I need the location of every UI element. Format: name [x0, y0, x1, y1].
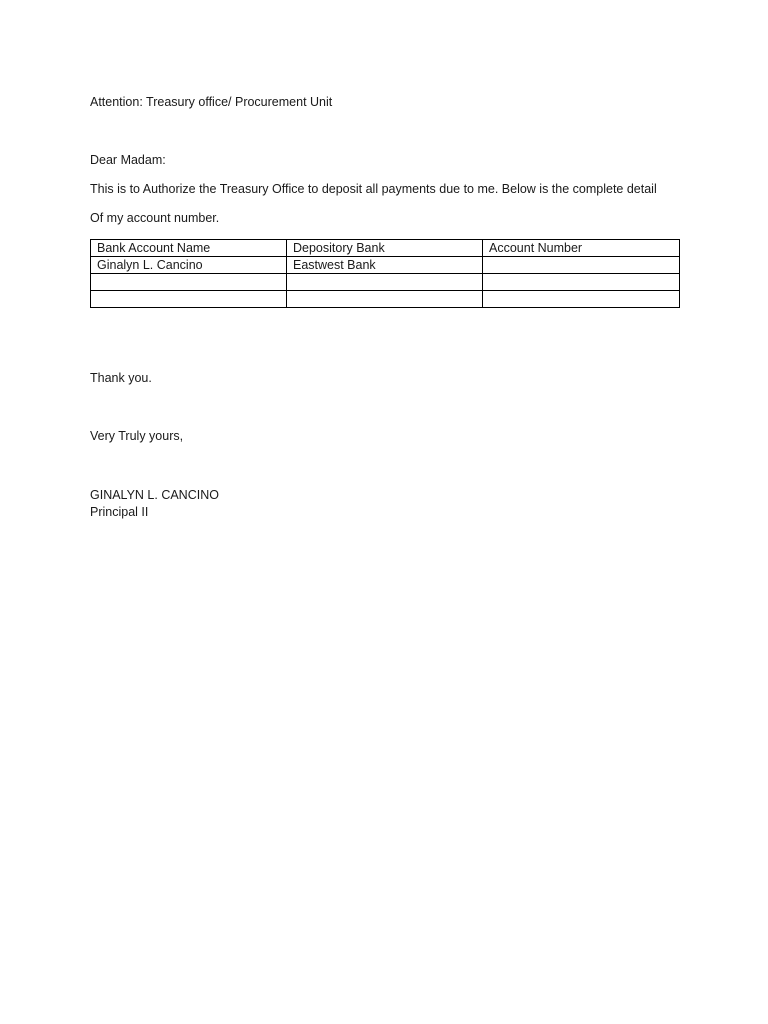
cell-depository-bank: Eastwest Bank [287, 257, 483, 274]
cell-bank-account-name: Ginalyn L. Cancino [91, 257, 287, 274]
header-account-number: Account Number [483, 240, 680, 257]
cell-bank-account-name [91, 291, 287, 308]
cell-bank-account-name [91, 274, 287, 291]
cell-account-number [483, 257, 680, 274]
header-bank-account-name: Bank Account Name [91, 240, 287, 257]
signatory-name: GINALYN L. CANCINO [90, 488, 219, 502]
salutation: Dear Madam: [90, 153, 166, 167]
cell-depository-bank [287, 291, 483, 308]
cell-depository-bank [287, 274, 483, 291]
table-row [91, 291, 680, 308]
header-depository-bank: Depository Bank [287, 240, 483, 257]
signatory-title: Principal II [90, 505, 149, 519]
table-header-row [91, 240, 680, 257]
attention-line: Attention: Treasury office/ Procurement Unit [90, 95, 333, 109]
thanks-line: Thank you. [90, 371, 152, 385]
table-row [91, 274, 680, 291]
cell-account-number [483, 274, 680, 291]
account-details-table [90, 239, 680, 308]
cell-account-number [483, 291, 680, 308]
table-row [91, 257, 680, 274]
body-text-line-2: Of my account number. [90, 211, 220, 225]
body-text-line-1: This is to Authorize the Treasury Office to deposit all payments due to me. Below is the complete detail [90, 182, 657, 196]
closing-line: Very Truly yours, [90, 429, 184, 443]
